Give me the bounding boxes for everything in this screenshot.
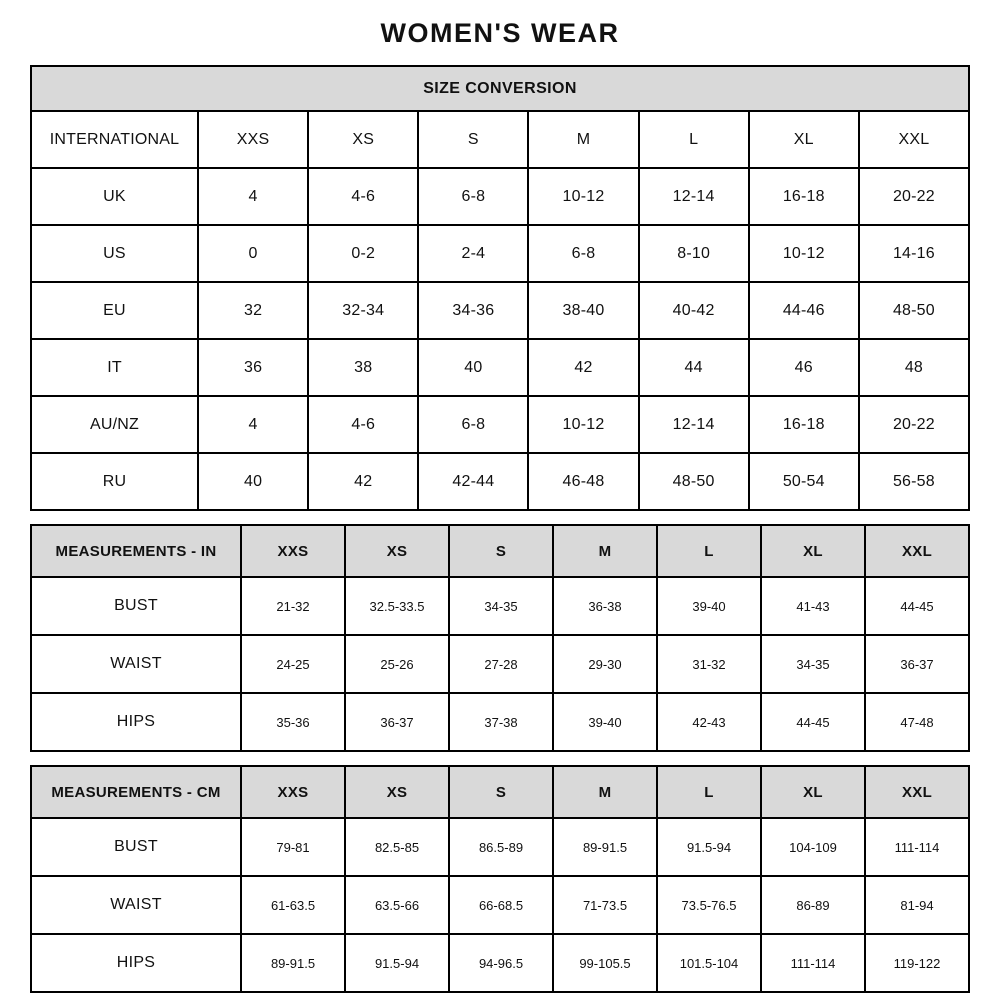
table-cell: 24-25 [241, 635, 345, 693]
section-divider [30, 511, 970, 524]
table-cell: 63.5-66 [345, 876, 449, 934]
table-cell: 48-50 [859, 282, 969, 339]
table-cell: 48-50 [639, 453, 749, 510]
table-cell: 4 [198, 168, 308, 225]
table-cell: 89-91.5 [241, 934, 345, 992]
table-cell: 44-46 [749, 282, 859, 339]
column-header: XXL [865, 525, 969, 577]
row-label: AU/NZ [31, 396, 198, 453]
table-cell: 4-6 [308, 168, 418, 225]
table-cell: 61-63.5 [241, 876, 345, 934]
table-row [31, 225, 969, 282]
table-cell: 20-22 [859, 396, 969, 453]
table-cell: 86.5-89 [449, 818, 553, 876]
table-cell: 36-37 [345, 693, 449, 751]
table-cell: 38-40 [528, 282, 638, 339]
table-cell: 32.5-33.5 [345, 577, 449, 635]
table-cell: 91.5-94 [345, 934, 449, 992]
table-cell: 35-36 [241, 693, 345, 751]
table-cell: 12-14 [639, 396, 749, 453]
table-cell: 14-16 [859, 225, 969, 282]
row-label: HIPS [31, 934, 241, 992]
table-cell: 44-45 [761, 693, 865, 751]
column-header: XS [345, 525, 449, 577]
row-label: RU [31, 453, 198, 510]
row-label: WAIST [31, 876, 241, 934]
table-cell: 44 [639, 339, 749, 396]
table-cell: 40 [418, 339, 528, 396]
table-cell: 111-114 [761, 934, 865, 992]
table-cell: 29-30 [553, 635, 657, 693]
column-header: M [553, 766, 657, 818]
table-cell: 16-18 [749, 168, 859, 225]
column-header: L [639, 111, 749, 168]
table-cell: 104-109 [761, 818, 865, 876]
table-header-row [31, 766, 969, 818]
table-cell: 42-44 [418, 453, 528, 510]
page-title: WOMEN'S WEAR [380, 18, 620, 48]
table-row [31, 635, 969, 693]
table-cell: 27-28 [449, 635, 553, 693]
table-cell: 10-12 [749, 225, 859, 282]
table-cell: 34-35 [449, 577, 553, 635]
table-cell: 89-91.5 [553, 818, 657, 876]
row-label: UK [31, 168, 198, 225]
table-cell: 34-36 [418, 282, 528, 339]
table-cell: 66-68.5 [449, 876, 553, 934]
table-cell: 42 [308, 453, 418, 510]
table-row [31, 693, 969, 751]
column-header: XXS [198, 111, 308, 168]
table-header-row [31, 66, 969, 111]
column-header: L [657, 766, 761, 818]
table-row [31, 876, 969, 934]
column-header: L [657, 525, 761, 577]
column-header: INTERNATIONAL [31, 111, 198, 168]
table-cell: 40-42 [639, 282, 749, 339]
measurements-in-table [30, 524, 970, 752]
row-label: WAIST [31, 635, 241, 693]
table-cell: 101.5-104 [657, 934, 761, 992]
table-cell: 0-2 [308, 225, 418, 282]
column-header: XS [308, 111, 418, 168]
table-row [31, 396, 969, 453]
table-cell: 119-122 [865, 934, 969, 992]
table-cell: 39-40 [553, 693, 657, 751]
table-row [31, 282, 969, 339]
table-cell: 2-4 [418, 225, 528, 282]
table-cell: 42 [528, 339, 638, 396]
row-label: BUST [31, 577, 241, 635]
table-cell: 48 [859, 339, 969, 396]
section-divider [30, 752, 970, 765]
size-conversion-table [30, 65, 970, 511]
table-row [31, 934, 969, 992]
row-label: HIPS [31, 693, 241, 751]
table-cell: 47-48 [865, 693, 969, 751]
table-cell: 36-37 [865, 635, 969, 693]
table-row [31, 339, 969, 396]
column-header: XL [761, 525, 865, 577]
column-header: XL [749, 111, 859, 168]
table-row [31, 453, 969, 510]
table-cell: 50-54 [749, 453, 859, 510]
table-cell: 71-73.5 [553, 876, 657, 934]
table-cell: 10-12 [528, 396, 638, 453]
table-cell: 16-18 [749, 396, 859, 453]
column-header: XL [761, 766, 865, 818]
table-cell: 91.5-94 [657, 818, 761, 876]
table-cell: 38 [308, 339, 418, 396]
table-header-row [31, 525, 969, 577]
column-header: M [553, 525, 657, 577]
table-cell: 73.5-76.5 [657, 876, 761, 934]
table-cell: 42-43 [657, 693, 761, 751]
table-cell: 21-32 [241, 577, 345, 635]
table-cell: 86-89 [761, 876, 865, 934]
table-row [31, 577, 969, 635]
table-cell: 4 [198, 396, 308, 453]
table-cell: 31-32 [657, 635, 761, 693]
table-cell: 10-12 [528, 168, 638, 225]
table-cell: 79-81 [241, 818, 345, 876]
table-cell: 44-45 [865, 577, 969, 635]
measurements-cm-table [30, 765, 970, 993]
table-cell: 32-34 [308, 282, 418, 339]
table-cell: 4-6 [308, 396, 418, 453]
table-cell: 56-58 [859, 453, 969, 510]
table-cell: 34-35 [761, 635, 865, 693]
table-cell: 99-105.5 [553, 934, 657, 992]
table-cell: 46 [749, 339, 859, 396]
table-cell: 36 [198, 339, 308, 396]
table-row [31, 168, 969, 225]
column-header: M [528, 111, 638, 168]
table-cell: 12-14 [639, 168, 749, 225]
table-cell: 6-8 [418, 396, 528, 453]
column-header: S [449, 525, 553, 577]
column-header: XS [345, 766, 449, 818]
row-label: IT [31, 339, 198, 396]
table-cell: 37-38 [449, 693, 553, 751]
table-cell: 20-22 [859, 168, 969, 225]
section-title: MEASUREMENTS - IN [31, 525, 241, 577]
table-cell: 6-8 [418, 168, 528, 225]
column-header: XXL [859, 111, 969, 168]
table-cell: 8-10 [639, 225, 749, 282]
table-cell: 6-8 [528, 225, 638, 282]
column-header: XXL [865, 766, 969, 818]
column-header: XXS [241, 766, 345, 818]
section-title: MEASUREMENTS - CM [31, 766, 241, 818]
table-row [31, 818, 969, 876]
table-cell: 82.5-85 [345, 818, 449, 876]
row-label: BUST [31, 818, 241, 876]
table-cell: 36-38 [553, 577, 657, 635]
column-header: S [418, 111, 528, 168]
table-cell: 81-94 [865, 876, 969, 934]
row-label: EU [31, 282, 198, 339]
column-header: S [449, 766, 553, 818]
table-cell: 40 [198, 453, 308, 510]
table-row [31, 111, 969, 168]
table-cell: 0 [198, 225, 308, 282]
table-cell: 46-48 [528, 453, 638, 510]
table-cell: 25-26 [345, 635, 449, 693]
table-cell: 41-43 [761, 577, 865, 635]
column-header: XXS [241, 525, 345, 577]
table-cell: 94-96.5 [449, 934, 553, 992]
section-title: SIZE CONVERSION [31, 66, 969, 111]
table-cell: 32 [198, 282, 308, 339]
row-label: US [31, 225, 198, 282]
table-cell: 39-40 [657, 577, 761, 635]
table-cell: 111-114 [865, 818, 969, 876]
